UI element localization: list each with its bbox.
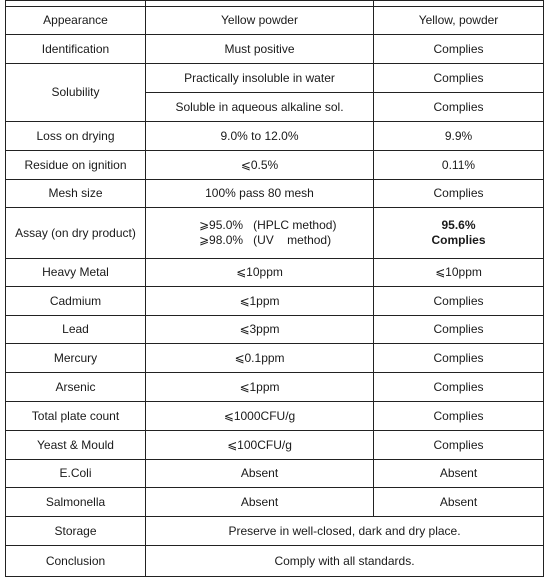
table-row-arsenic	[6, 373, 544, 402]
standard-cell: ⩽100CFU/g	[146, 431, 374, 460]
item-cell: Total plate count	[6, 402, 146, 431]
item-cell: Solubility	[6, 64, 146, 122]
table-row-total-plate-count	[6, 402, 544, 431]
result-cell: Complies	[374, 344, 544, 373]
item-cell: Loss on drying	[6, 122, 146, 151]
standard-cell: ⩽1ppm	[146, 373, 374, 402]
table-row-e-coli	[6, 460, 544, 488]
standard-cell: ⩽3ppm	[146, 316, 374, 344]
specification-table	[5, 0, 544, 577]
table-row-yeast-mould	[6, 431, 544, 460]
result-cell: Complies	[374, 316, 544, 344]
table-row-salmonella	[6, 488, 544, 517]
table-row-conclusion	[6, 546, 544, 577]
item-cell: Storage	[6, 517, 146, 546]
standard-cell: ⩽10ppm	[146, 259, 374, 287]
table-row-loss-on-drying	[6, 122, 544, 151]
storage-text-cell: Preserve in well-closed, dark and dry place.	[146, 517, 544, 546]
table-row-lead	[6, 316, 544, 344]
result-cell: Complies	[374, 373, 544, 402]
item-cell: Mesh size	[6, 180, 146, 208]
result-cell: Complies	[374, 93, 544, 122]
standard-cell: Soluble in aqueous alkaline sol.	[146, 93, 374, 122]
table-row-mesh-size	[6, 180, 544, 208]
standard-cell: Absent	[146, 460, 374, 488]
table-row-heavy-metal	[6, 259, 544, 287]
standard-cell: Must positive	[146, 35, 374, 64]
result-cell: Complies	[374, 287, 544, 316]
result-cell: 9.9%	[374, 122, 544, 151]
item-cell: Lead	[6, 316, 146, 344]
standard-cell	[146, 208, 374, 259]
standard-cell: Absent	[146, 488, 374, 517]
standard-cell: ⩽0.5%	[146, 151, 374, 180]
item-cell: Salmonella	[6, 488, 146, 517]
result-cell: Complies	[374, 431, 544, 460]
conclusion-text-cell: Comply with all standards.	[146, 546, 544, 577]
table-row-cadmium	[6, 287, 544, 316]
assay-result-uv: Complies	[431, 233, 486, 247]
item-cell: Cadmium	[6, 287, 146, 316]
assay-standard-uv: ⩾98.0% (UV method)	[199, 233, 332, 247]
result-cell: Complies	[374, 180, 544, 208]
table-row-mercury	[6, 344, 544, 373]
standard-cell: ⩽1000CFU/g	[146, 402, 374, 431]
result-cell: Absent	[374, 460, 544, 488]
standard-cell: Practically insoluble in water	[146, 64, 374, 93]
standard-cell: ⩽0.1ppm	[146, 344, 374, 373]
item-cell: Yeast & Mould	[6, 431, 146, 460]
table-row-assay	[6, 208, 544, 259]
item-cell: Assay (on dry product)	[6, 208, 146, 259]
result-cell: ⩽10ppm	[374, 259, 544, 287]
result-cell: Complies	[374, 35, 544, 64]
table-row-appearance	[6, 7, 544, 35]
result-cell: Yellow, powder	[374, 7, 544, 35]
item-cell: Residue on ignition	[6, 151, 146, 180]
item-cell: Mercury	[6, 344, 146, 373]
result-cell: 0.11%	[374, 151, 544, 180]
standard-cell: ⩽1ppm	[146, 287, 374, 316]
table-row-residue-on-ignition	[6, 151, 544, 180]
standard-cell: 9.0% to 12.0%	[146, 122, 374, 151]
result-cell: Absent	[374, 488, 544, 517]
item-cell: Identification	[6, 35, 146, 64]
item-cell: E.Coli	[6, 460, 146, 488]
result-cell: Complies	[374, 402, 544, 431]
table-row-identification	[6, 35, 544, 64]
item-cell: Conclusion	[6, 546, 146, 577]
item-cell: Arsenic	[6, 373, 146, 402]
result-cell	[374, 208, 544, 259]
item-cell: Appearance	[6, 7, 146, 35]
table-row-solubility	[6, 64, 544, 93]
item-cell: Heavy Metal	[6, 259, 146, 287]
standard-cell: Yellow powder	[146, 7, 374, 35]
assay-result-hplc: 95.6%	[441, 218, 476, 232]
assay-standard-hplc: ⩾95.0% (HPLC method)	[199, 218, 337, 232]
standard-cell: 100% pass 80 mesh	[146, 180, 374, 208]
result-cell: Complies	[374, 64, 544, 93]
table-row-storage	[6, 517, 544, 546]
